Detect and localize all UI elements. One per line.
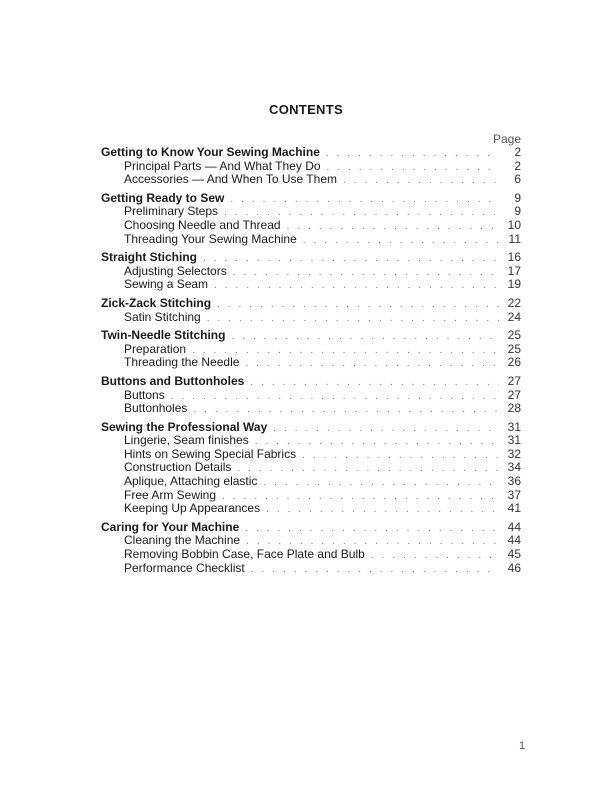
dot-leader	[231, 330, 499, 344]
dot-leader	[193, 403, 499, 417]
toc-entry-page: 41	[507, 501, 521, 516]
toc-section-heading-label: Getting to Know Your Sewing Machine	[101, 145, 320, 159]
toc-entry-label: Accessories — And When To Use Them	[124, 172, 337, 187]
toc-entry-page: 28	[507, 401, 521, 416]
dot-leader	[302, 449, 499, 463]
toc-entry-page: 2	[514, 158, 521, 173]
toc-entry-label: Buttonholes	[124, 401, 188, 416]
page-column-header: Page	[492, 132, 521, 146]
toc-entry-page: 9	[514, 204, 521, 219]
toc-section-heading-page: 2	[514, 145, 521, 159]
toc-section-heading-page: 25	[507, 328, 521, 343]
toc-entry-label: Hints on Sewing Special Fabrics	[124, 446, 297, 461]
toc-section-heading[interactable]	[101, 421, 521, 435]
toc-entry-page: 19	[507, 277, 521, 292]
dot-leader	[217, 298, 499, 312]
toc-entry-page: 17	[507, 263, 521, 278]
toc-entry-page: 45	[507, 547, 521, 562]
toc-section-heading-page: 16	[507, 250, 521, 265]
dot-leader	[251, 563, 499, 577]
toc-entry[interactable]	[101, 173, 521, 187]
toc-entry[interactable]	[101, 402, 521, 416]
toc-entry-page: 24	[507, 309, 521, 324]
toc-entry-label: Free Arm Sewing	[124, 487, 217, 502]
toc-entry-label: Construction Details	[124, 460, 232, 475]
toc-entry[interactable]	[101, 562, 521, 576]
toc-entry-label: Buttons	[124, 387, 165, 402]
toc-entry-page: 10	[507, 217, 521, 232]
dot-leader	[327, 161, 499, 175]
toc-section	[101, 146, 521, 187]
footer-page-number: 1	[519, 740, 526, 752]
toc-entry-page: 32	[507, 446, 521, 461]
toc-entry-label: Threading the Needle	[124, 355, 240, 370]
toc-section-heading-page: 27	[507, 373, 521, 388]
toc-entry-label: Cleaning the Machine	[124, 533, 241, 548]
toc-section-heading-label: Straight Stiching	[101, 250, 197, 265]
dot-leader	[203, 252, 499, 266]
toc-entry-page: 34	[507, 460, 521, 475]
toc-entry[interactable]	[101, 160, 521, 174]
toc-entry-page: 36	[507, 474, 521, 489]
toc-section	[101, 375, 521, 416]
toc-section-heading[interactable]	[101, 375, 521, 389]
toc-entry-label: Choosing Needle and Thread	[124, 217, 281, 232]
toc-entry-page: 25	[507, 341, 521, 356]
toc-section	[101, 192, 521, 246]
toc-entry-page: 11	[508, 231, 521, 246]
dot-leader	[233, 266, 499, 280]
toc-entry-label: Preparation	[124, 341, 187, 356]
toc-entry-label: Principal Parts — And What They Do	[124, 158, 321, 173]
dot-leader	[245, 522, 499, 536]
dot-leader	[371, 549, 499, 563]
dot-leader	[245, 357, 499, 371]
dot-leader	[266, 503, 499, 517]
toc-section-heading-page: 31	[507, 419, 521, 434]
toc-section-heading[interactable]	[101, 297, 521, 311]
toc-section-heading-label: Caring for Your Machine	[101, 519, 240, 534]
toc-entry[interactable]	[101, 475, 521, 489]
toc-section-heading-label: Buttons and Buttonholes	[101, 373, 245, 388]
toc-section	[101, 521, 521, 575]
toc-entry-label: Aplique, Attaching elastic	[124, 474, 258, 489]
toc-section-heading-label: Sewing the Professional Way	[101, 419, 268, 434]
toc-entry[interactable]	[101, 356, 521, 370]
toc-entry-label: Threading Your Sewing Machine	[124, 231, 297, 246]
dot-leader	[287, 220, 499, 234]
toc-entry-page: 44	[507, 533, 521, 548]
toc-section-heading-page: 9	[514, 190, 521, 205]
toc-entry-label: Keeping Up Appearances	[124, 501, 261, 516]
toc-section-heading-label: Twin-Needle Stitching	[101, 328, 226, 343]
dot-leader	[343, 174, 499, 188]
toc-section-heading[interactable]	[101, 146, 521, 160]
toc-entry-page: 6	[514, 172, 521, 187]
toc-entry-page: 26	[507, 355, 521, 370]
dot-leader	[250, 376, 499, 390]
toc-entry[interactable]	[101, 278, 521, 292]
toc-entry[interactable]	[101, 343, 521, 357]
toc-entry[interactable]	[101, 205, 521, 219]
toc-entry-label: Preliminary Steps	[124, 204, 219, 219]
toc-entry[interactable]	[101, 311, 521, 325]
toc-section-heading[interactable]	[101, 192, 521, 206]
dot-leader	[207, 312, 499, 326]
dot-leader	[303, 234, 499, 248]
dot-leader	[222, 490, 499, 504]
toc-entry-label: Removing Bobbin Case, Face Plate and Bulb	[124, 547, 365, 562]
toc-entry[interactable]	[101, 448, 521, 462]
page-title: CONTENTS	[269, 102, 343, 117]
toc-entry-page: 31	[507, 433, 521, 448]
toc-section-heading-label: Zick-Zack Stitching	[101, 295, 212, 310]
toc-entry[interactable]	[101, 534, 521, 548]
toc-entry[interactable]	[101, 548, 521, 562]
toc-entry[interactable]	[101, 489, 521, 503]
dot-leader	[171, 390, 499, 404]
toc-entry-label: Sewing a Seam	[124, 277, 209, 292]
toc-section-heading[interactable]	[101, 521, 521, 535]
toc-section-heading[interactable]	[101, 329, 521, 343]
toc-entry[interactable]	[101, 265, 521, 279]
toc-entry[interactable]	[101, 434, 521, 448]
toc-body	[101, 146, 521, 575]
toc-entry-label: Lingerie, Seam finishes	[124, 433, 249, 448]
toc-entry[interactable]	[101, 233, 521, 247]
toc-entry-label: Performance Checklist	[124, 560, 245, 575]
toc-entry[interactable]	[101, 502, 521, 516]
toc-entry-page: 46	[507, 560, 521, 575]
toc-section	[101, 297, 521, 324]
toc-entry-page: 27	[507, 387, 521, 402]
toc-section-heading-page: 44	[507, 519, 521, 534]
toc-entry[interactable]	[101, 461, 521, 475]
toc-section	[101, 251, 521, 292]
dot-leader	[273, 422, 499, 436]
toc-section-heading[interactable]	[101, 251, 521, 265]
toc-entry-page: 37	[507, 487, 521, 502]
dot-leader	[263, 476, 499, 490]
dot-leader	[237, 462, 499, 476]
table-of-contents	[101, 133, 521, 580]
toc-entry-label: Adjusting Selectors	[124, 263, 227, 278]
toc-section	[101, 329, 521, 370]
dot-leader	[230, 193, 499, 207]
dot-leader	[214, 279, 499, 293]
toc-section	[101, 421, 521, 516]
toc-section-heading-label: Getting Ready to Sew	[101, 190, 225, 205]
toc-section-heading-page: 22	[507, 295, 521, 310]
dot-leader	[326, 147, 499, 161]
toc-entry[interactable]	[101, 219, 521, 233]
toc-entry-label: Satin Stitching	[124, 309, 201, 324]
toc-entry[interactable]	[101, 389, 521, 403]
